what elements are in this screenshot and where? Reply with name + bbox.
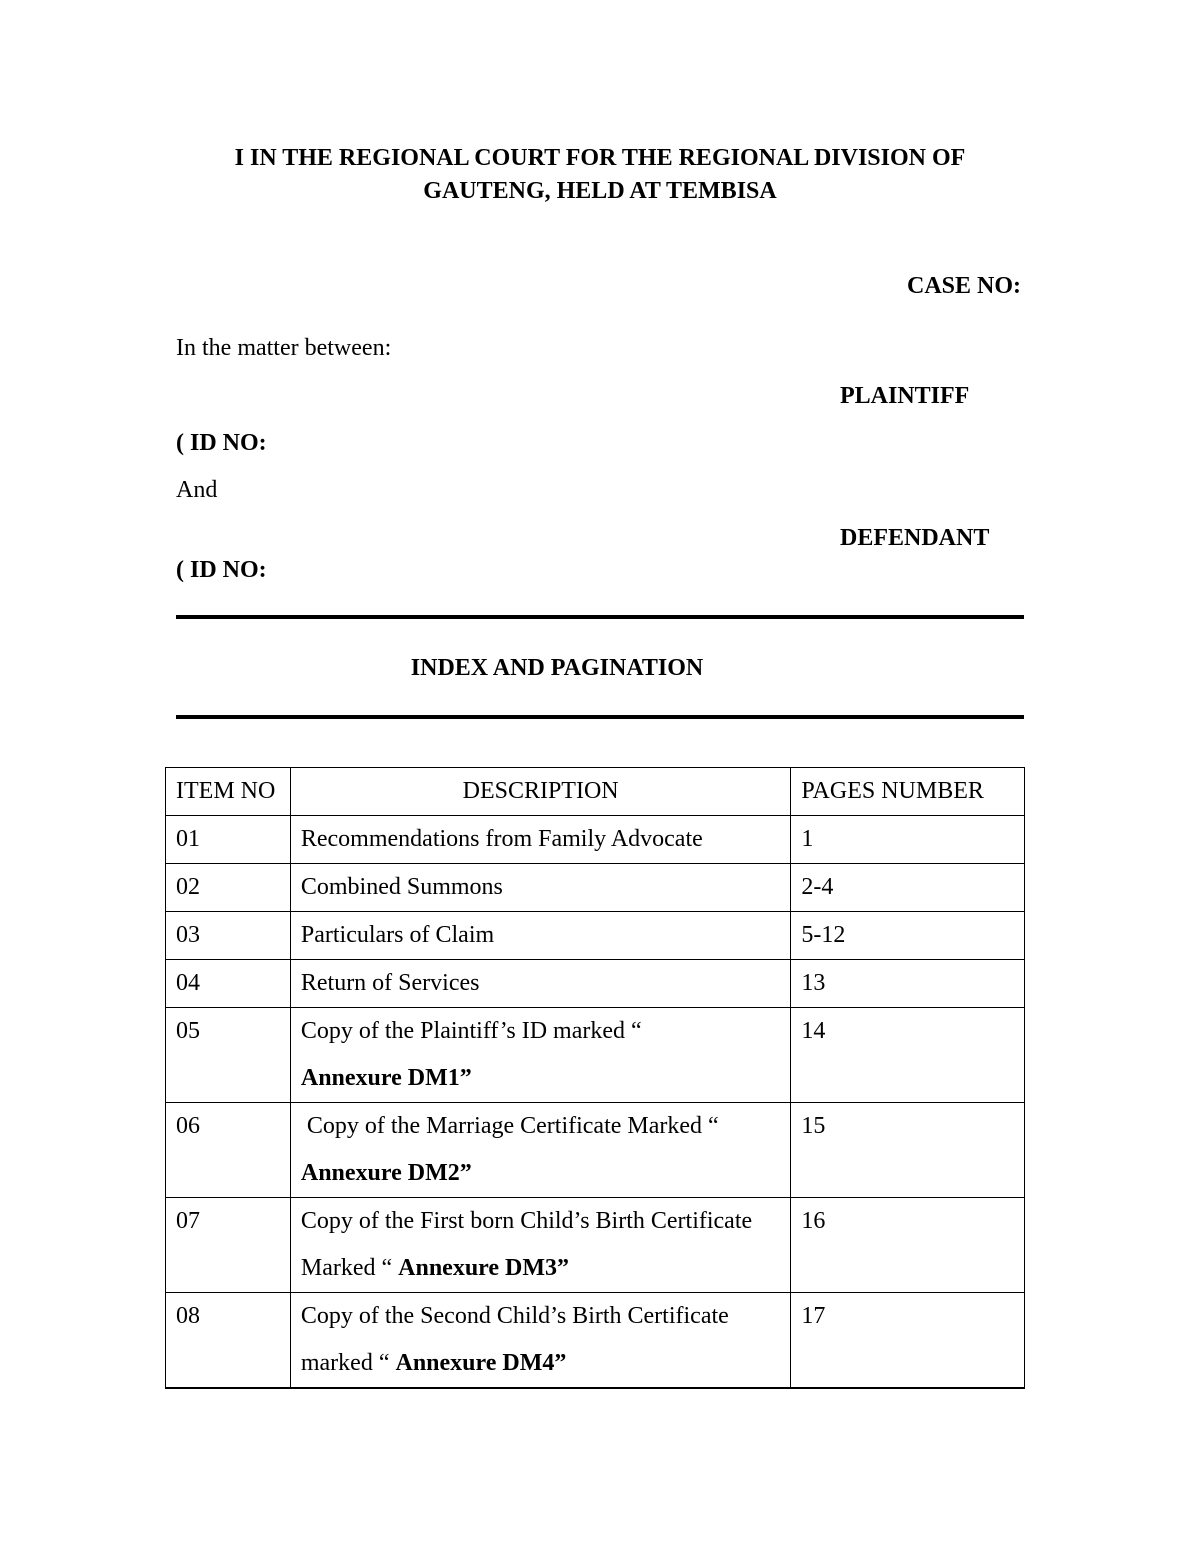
header-pages-number: PAGES NUMBER <box>791 768 1025 816</box>
description-text: Return of Services <box>300 970 480 996</box>
plaintiff-id-label: ( ID NO: <box>176 430 267 456</box>
description-cell <box>290 864 791 912</box>
and-label: And <box>176 477 218 503</box>
description-text: Copy of the Second Child’s Birth Certificate marked “ <box>300 1303 729 1376</box>
item-no-cell: 08 <box>166 1293 291 1389</box>
item-no-cell: 04 <box>166 960 291 1008</box>
table-row <box>166 1293 1025 1389</box>
table-row <box>166 912 1025 960</box>
description-cell <box>290 960 791 1008</box>
description-text: Recommendations from Family Advocate <box>300 826 703 852</box>
pages-cell: 1 <box>791 816 1025 864</box>
defendant-id-label: ( ID NO: <box>176 557 267 583</box>
annexure-label: Annexure DM1” <box>300 1065 472 1091</box>
bottom-divider <box>176 715 1024 719</box>
table-row <box>166 960 1025 1008</box>
description-cell <box>290 912 791 960</box>
pages-cell: 16 <box>791 1198 1025 1293</box>
table-row <box>166 864 1025 912</box>
pages-cell: 13 <box>791 960 1025 1008</box>
pages-cell: 15 <box>791 1103 1025 1198</box>
description-cell <box>290 1008 791 1103</box>
item-no-cell: 02 <box>166 864 291 912</box>
court-heading-line-1: I IN THE REGIONAL COURT FOR THE REGIONAL DIVISION OF <box>234 145 966 171</box>
table-row <box>166 816 1025 864</box>
pages-cell: 5-12 <box>791 912 1025 960</box>
item-no-cell: 01 <box>166 816 291 864</box>
court-heading <box>100 142 1100 208</box>
pages-cell: 17 <box>791 1293 1025 1389</box>
description-text: Copy of the Marriage Certificate Marked “ <box>300 1113 719 1139</box>
item-no-cell: 03 <box>166 912 291 960</box>
table-header-row <box>166 768 1025 816</box>
index-table <box>165 767 1025 1389</box>
description-text: Copy of the Plaintiff’s ID marked “ <box>300 1018 642 1044</box>
item-no-cell: 07 <box>166 1198 291 1293</box>
court-heading-line-2: GAUTENG, HELD AT TEMBISA <box>423 178 777 204</box>
pages-cell: 14 <box>791 1008 1025 1103</box>
description-cell <box>290 1103 791 1198</box>
annexure-label: Annexure DM2” <box>300 1160 472 1186</box>
index-title: INDEX AND PAGINATION <box>410 655 704 681</box>
table-row <box>166 1103 1025 1198</box>
description-cell <box>290 816 791 864</box>
table-row <box>166 1008 1025 1103</box>
description-cell <box>290 1198 791 1293</box>
description-text: Particulars of Claim <box>300 922 495 948</box>
description-text: Combined Summons <box>300 874 503 900</box>
header-description: DESCRIPTION <box>290 768 791 816</box>
top-divider <box>176 615 1024 619</box>
header-item-no: ITEM NO <box>166 768 291 816</box>
item-no-cell: 06 <box>166 1103 291 1198</box>
defendant-label: DEFENDANT <box>840 525 990 551</box>
description-text: Copy of the First born Child’s Birth Certificate Marked “ <box>300 1208 753 1281</box>
annexure-label: Annexure DM4” <box>395 1350 567 1376</box>
annexure-label: Annexure DM3” <box>398 1255 570 1281</box>
description-cell <box>290 1293 791 1389</box>
plaintiff-label: PLAINTIFF <box>840 383 970 409</box>
pages-cell: 2-4 <box>791 864 1025 912</box>
item-no-cell: 05 <box>166 1008 291 1103</box>
matter-between-label: In the matter between: <box>176 335 392 361</box>
case-no-label: CASE NO: <box>906 273 1021 299</box>
table-row <box>166 1198 1025 1293</box>
